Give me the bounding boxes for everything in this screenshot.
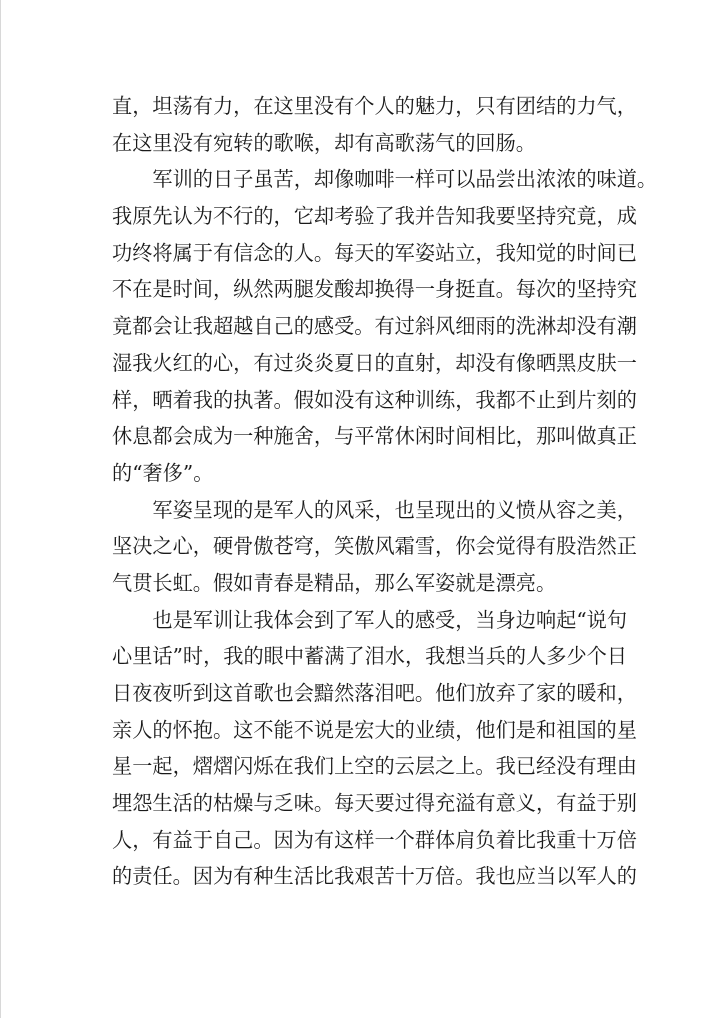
text-line: 湿我火红的心，有过炎炎夏日的直射，却没有像晒黑皮肤一 <box>112 350 637 375</box>
text-line: 星一起，熠熠闪烁在我们上空的云层之上。我已经没有理由 <box>112 754 637 779</box>
text-line: 直，坦荡有力，在这里没有个人的魅力，只有团结的力气， <box>112 94 637 118</box>
text-line: 人，有益于自己。因为有这样一个群体肩负着比我重十万倍 <box>112 827 637 852</box>
text-line: 休息都会成为一种施舍，与平常休闲时间相比，那叫做真正 <box>112 424 637 449</box>
text-line: 我原先认为不行的，它却考验了我并告知我要坚持究竟，成 <box>112 204 637 229</box>
text-line: 军训的日子虽苦，却像咖啡一样可以品尝出浓浓的味道。 <box>112 167 658 192</box>
text-line: 在这里没有宛转的歌喉，却有高歌荡气的回肠。 <box>112 130 536 155</box>
text-line: 气贯长虹。假如青春是精品，那么军姿就是漂亮。 <box>112 570 557 595</box>
text-line: 心里话”时，我的眼中蓄满了泪水，我想当兵的人多少个日 <box>112 644 628 669</box>
text-line: 的“奢侈”。 <box>112 460 214 485</box>
text-line: 功终将属于有信念的人。每天的军姿站立，我知觉的时间已 <box>112 240 637 265</box>
text-line: 样，晒着我的执著。假如没有这种训练，我都不止到片刻的 <box>112 387 637 412</box>
text-line: 亲人的怀抱。这不能不说是宏大的业绩，他们是和祖国的星 <box>112 717 637 742</box>
body-text <box>112 88 658 895</box>
text-line: 不在是时间，纵然两腿发酸却换得一身挺直。每次的坚持究 <box>112 277 637 302</box>
text-line: 竟都会让我超越自己的感受。有过斜风细雨的洗淋却没有潮 <box>112 314 637 339</box>
text-line: 坚决之心，硬骨傲苍穹，笑傲风霜雪，你会觉得有股浩然正 <box>112 534 637 559</box>
text-line: 的责任。因为有种生活比我艰苦十万倍。我也应当以军人的 <box>112 864 637 889</box>
text-line: 军姿呈现的是军人的风采，也呈现出的义愤从容之美， <box>112 497 637 522</box>
text-line: 也是军训让我体会到了军人的感受，当身边响起“说句 <box>112 607 628 632</box>
text-line: 日夜夜听到这首歌也会黯然落泪吧。他们放弃了家的暖和， <box>112 681 637 705</box>
text-line: 埋怨生活的枯燥与乏味。每天要过得充溢有意义，有益于别 <box>112 791 637 816</box>
